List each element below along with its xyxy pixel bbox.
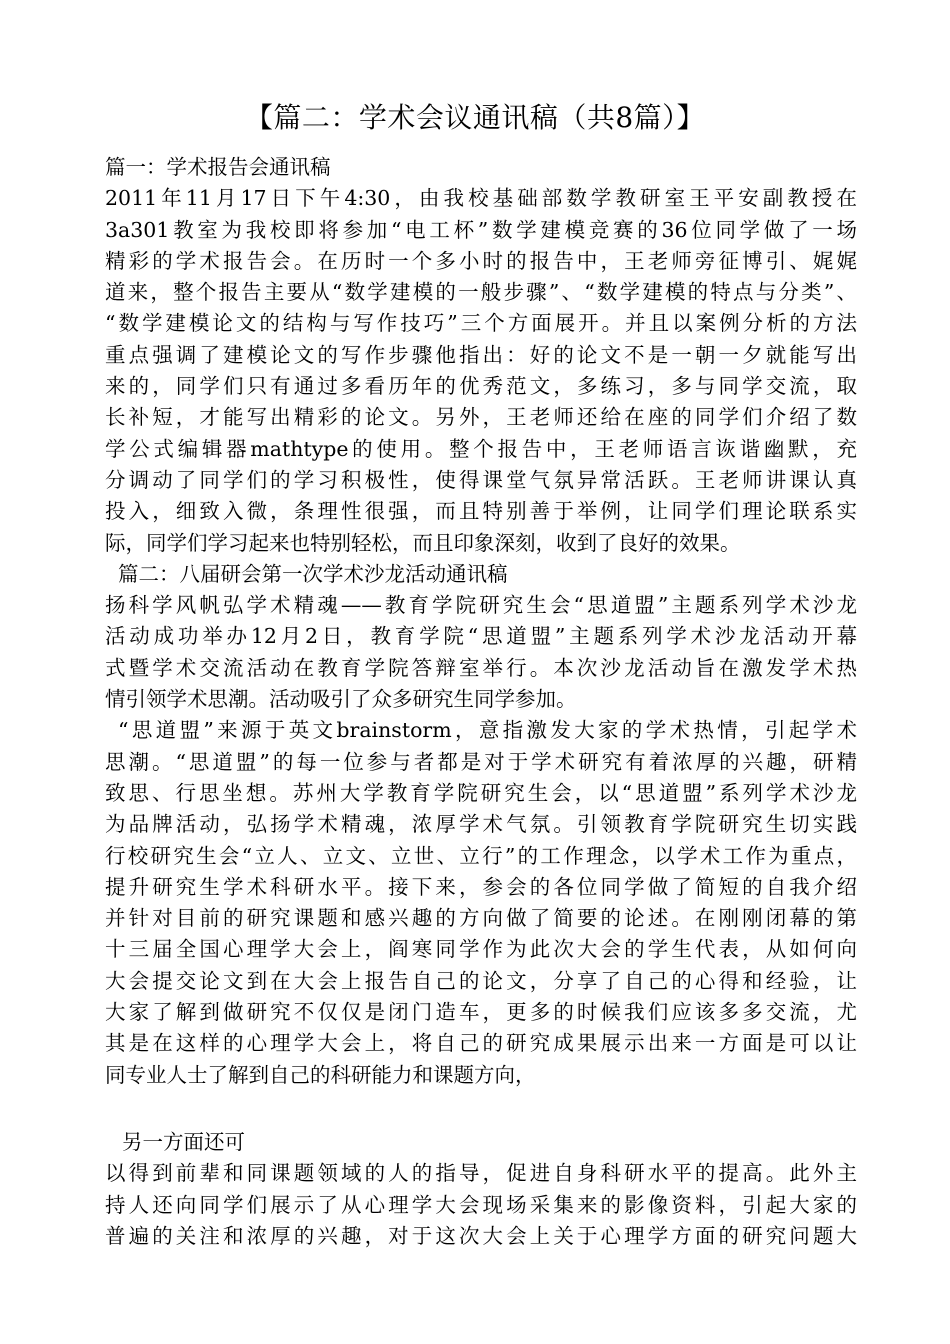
body-line: 来的，同学们只有通过多看历年的优秀范文，多练习，多与同学交流，取 <box>105 374 857 399</box>
body-line: 长补短，才能写出精彩的论文。另外，王老师还给在座的同学们介绍了数 <box>105 405 857 430</box>
document-title: 【篇二：学术会议通讯稿（共8篇）】 <box>244 101 706 134</box>
body-line: 道来，整个报告主要从“数学建模的一般步骤”、“数学建模的特点与分类”、 <box>105 280 857 305</box>
body-line: 大会提交论文到在大会上报告自己的论文，分享了自己的心得和经验，让 <box>105 968 857 993</box>
paragraph-gap <box>105 1091 857 1127</box>
body-line: 另一方面还可 <box>122 1129 245 1154</box>
document-body <box>105 152 857 1252</box>
body-line: 其是在这样的心理学大会上，将自己的研究成果展示出来一方面是可以让 <box>105 1031 857 1056</box>
body-line: 致思、行思坐想。苏州大学教育学院研究生会，以“思道盟”系列学术沙龙 <box>105 780 857 805</box>
body-line: 3a301教室为我校即将参加“电工杯”数学建模竞赛的36位同学做了一场 <box>105 217 857 242</box>
body-line: “思道盟”来源于英文brainstorm，意指激发大家的学术热情，引起学术 <box>118 718 857 743</box>
body-line: 持人还向同学们展示了从心理学大会现场采集来的影像资料，引起大家的 <box>105 1192 857 1217</box>
body-line: 行校研究生会“立人、立文、立世、立行”的工作理念，以学术工作为重点， <box>105 843 857 868</box>
body-line: 思潮。“思道盟”的每一位参与者都是对于学术研究有着浓厚的兴趣，研精 <box>105 749 857 774</box>
body-line: 十三届全国心理学大会上，阎寒同学作为此次大会的学生代表，从如何向 <box>105 937 857 962</box>
body-line: 情引领学术思潮。活动吸引了众多研究生同学参加。 <box>105 687 577 712</box>
body-line: “数学建模论文的结构与写作技巧”三个方面展开。并且以案例分析的方法 <box>105 311 857 336</box>
body-line: 活动成功举办12月2日，教育学院“思道盟”主题系列学术沙龙活动开幕 <box>105 624 857 649</box>
body-line: 式暨学术交流活动在教育学院答辩室举行。本次沙龙活动旨在激发学术热 <box>105 655 857 680</box>
body-line: 同专业人士了解到自己的科研能力和课题方向， <box>105 1062 536 1087</box>
body-line: 际，同学们学习起来也特别轻松，而且印象深刻，收到了良好的效果。 <box>105 530 741 555</box>
body-line: 扬科学风帆弘学术精魂——教育学院研究生会“思道盟”主题系列学术沙龙 <box>105 593 857 618</box>
body-line: 提升研究生学术科研水平。接下来，参会的各位同学做了简短的自我介绍 <box>105 874 857 899</box>
body-line: 以得到前辈和同课题领域的人的指导，促进自身科研水平的提高。此外主 <box>105 1161 857 1186</box>
body-line: 并针对目前的研究课题和感兴趣的方向做了简要的论述。在刚刚闭幕的第 <box>105 906 857 931</box>
section-heading-1: 篇一：学术报告会通讯稿 <box>105 155 331 179</box>
body-line: 分调动了同学们的学习积极性，使得课堂气氛异常活跃。王老师讲课认真 <box>105 467 857 492</box>
body-line: 重点强调了建模论文的写作步骤他指出：好的论文不是一朝一夕就能写出 <box>105 342 857 367</box>
body-line: 为品牌活动，弘扬学术精魂，浓厚学术气氛。引领教育学院研究生切实践 <box>105 812 857 837</box>
body-line: 投入，细致入微，条理性很强，而且特别善于举例，让同学们理论联系实 <box>105 499 857 524</box>
body-line: 普遍的关注和浓厚的兴趣，对于这次大会上关于心理学方面的研究问题大 <box>105 1223 857 1248</box>
section-heading-2: 篇二：八届研会第一次学术沙龙活动通讯稿 <box>118 561 508 586</box>
body-line: 学公式编辑器mathtype的使用。整个报告中，王老师语言诙谐幽默，充 <box>105 436 857 461</box>
body-line: 2011年11月17日下午4:30，由我校基础部数学教研室王平安副教授在 <box>105 186 857 211</box>
body-line: 大家了解到做研究不仅仅是闭门造车，更多的时候我们应该多多交流，尤 <box>105 1000 857 1025</box>
body-line: 精彩的学术报告会。在历时一个多小时的报告中，王老师旁征博引、娓娓 <box>105 248 857 273</box>
